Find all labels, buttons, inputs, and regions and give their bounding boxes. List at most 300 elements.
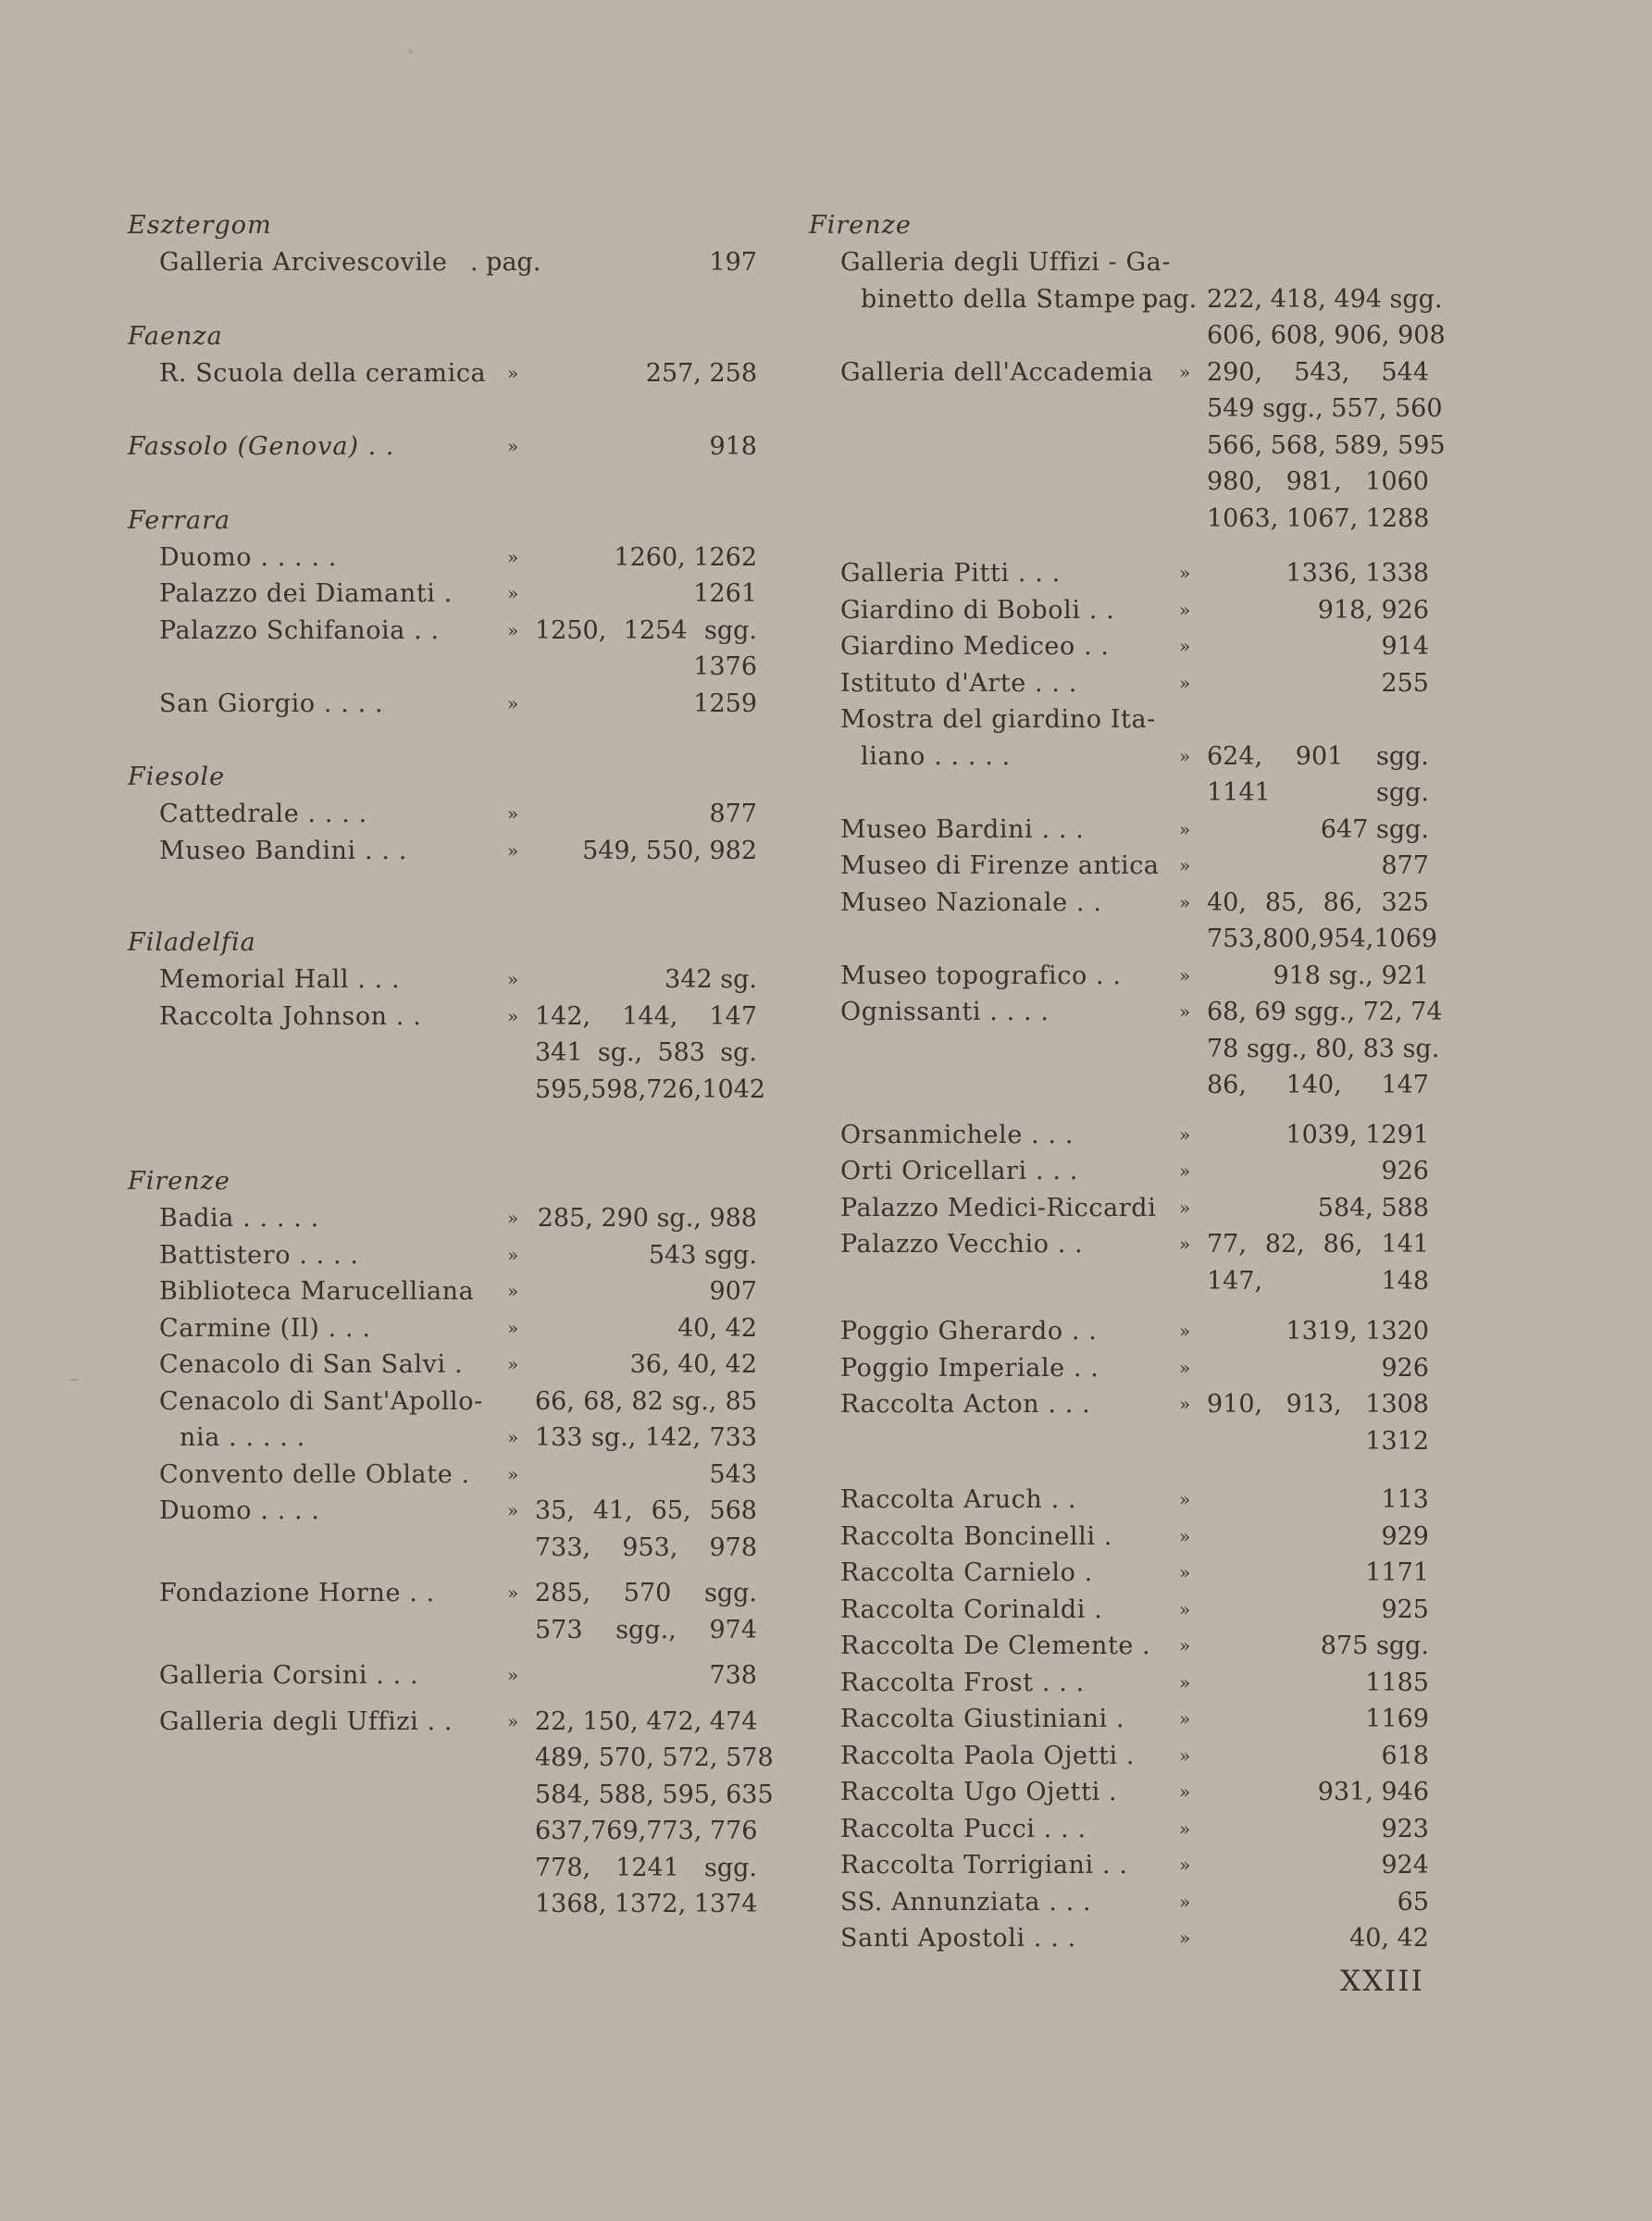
ditto-mark: » xyxy=(1179,890,1191,913)
page-refs xyxy=(1207,1665,1429,1702)
index-entry xyxy=(809,958,1429,995)
index-entry xyxy=(809,848,1429,885)
page-ref-line: 1250, 1254 sgg. xyxy=(535,615,757,645)
place-name: Museo Bandini . . . xyxy=(159,836,407,865)
page-ref-line: 647 sgg. xyxy=(1320,814,1429,844)
page-refs xyxy=(1207,1592,1429,1629)
ditto-mark: » xyxy=(507,1582,519,1604)
page-refs xyxy=(535,1575,757,1648)
index-entry xyxy=(128,1704,774,1923)
place-name: Raccolta De Clemente . xyxy=(840,1632,1151,1660)
index-entry xyxy=(809,1811,1429,1848)
ditto-mark: » xyxy=(1179,1781,1191,1803)
city-heading: Filadelfia xyxy=(128,928,256,957)
entry-spacer xyxy=(128,1566,757,1575)
ditto-mark: » xyxy=(1179,1597,1191,1620)
ditto-mark: » xyxy=(1179,854,1191,876)
page-ref-line: 549, 550, 982 xyxy=(582,836,757,865)
index-entry xyxy=(809,244,1446,354)
place-name: Giardino Mediceo . . xyxy=(840,632,1110,661)
page-ref-line xyxy=(1207,244,1429,281)
page-ref-line: 910, 913, 1308 xyxy=(1207,1390,1429,1419)
page-ref-line: 86, 140, 147 xyxy=(1207,1071,1429,1099)
index-entry xyxy=(809,1555,1429,1592)
page-refs xyxy=(1207,1555,1429,1592)
page-refs xyxy=(1207,1153,1429,1190)
page-ref-line: 285, 290 sg., 988 xyxy=(537,1204,757,1233)
index-entry xyxy=(809,1665,1429,1702)
page-refs xyxy=(535,1237,757,1274)
ditto-mark: » xyxy=(507,1353,519,1375)
ditto-mark: » xyxy=(507,435,519,457)
city-heading: Firenze xyxy=(128,1167,230,1196)
page-ref-line: 1171 xyxy=(1365,1558,1429,1587)
index-entry xyxy=(809,1628,1429,1665)
ditto-mark: » xyxy=(1179,1000,1191,1023)
page-refs xyxy=(535,613,757,686)
ditto-mark: » xyxy=(507,1499,519,1521)
ditto-mark: » xyxy=(1179,1123,1191,1146)
page-ref-line: 929 xyxy=(1381,1521,1429,1551)
city-heading: Firenze xyxy=(809,211,912,240)
page-ref-line: 35, 41, 65, 568 xyxy=(535,1496,757,1525)
place-name: Istituto d'Arte . . . xyxy=(840,668,1077,698)
page-ref-line: 290, 543, 544 xyxy=(1207,357,1429,387)
place-name-continued: nia . . . . . xyxy=(180,1423,305,1452)
page-ref-line: 489, 570, 572, 578 xyxy=(535,1743,774,1772)
index-entry xyxy=(809,555,1429,592)
page-refs xyxy=(1207,244,1446,354)
page-ref-line: 133 sg., 142, 733 xyxy=(535,1423,757,1452)
place-name: Battistero . . . . xyxy=(159,1240,359,1270)
index-entry xyxy=(809,1482,1429,1519)
page-ref-line: 918 sg., 921 xyxy=(1273,961,1429,990)
city-heading: Faenza xyxy=(128,321,223,351)
place-name: Palazzo Schifanoia . . xyxy=(159,615,440,645)
index-entry xyxy=(128,355,757,392)
page-refs xyxy=(535,540,757,577)
page-ref-line: 566, 568, 589, 595 xyxy=(1207,430,1446,460)
page-refs xyxy=(535,1657,757,1694)
page-ref-line: 342 sg. xyxy=(665,965,757,994)
page-refs xyxy=(1207,701,1429,812)
page-ref-line: 78 sgg., 80, 83 sg. xyxy=(1207,1034,1440,1063)
index-entry xyxy=(809,1884,1429,1921)
ditto-mark: » xyxy=(1179,1393,1191,1415)
page-ref-line: 1312 xyxy=(1365,1426,1429,1456)
page-ref-line: 931, 946 xyxy=(1317,1778,1429,1806)
ditto-mark: » xyxy=(1179,744,1191,767)
page-ref-line: 1261 xyxy=(693,579,757,608)
group-spacer xyxy=(128,281,757,318)
index-entry xyxy=(809,1847,1429,1884)
page-ref-line: 907 xyxy=(709,1277,757,1306)
place-name: Badia . . . . . xyxy=(159,1204,319,1233)
ditto-mark: » xyxy=(507,1316,519,1339)
page-ref-line: 255 xyxy=(1381,668,1429,698)
place-name: Galleria Corsini . . . xyxy=(159,1661,419,1690)
page-ref-line: 40, 42 xyxy=(677,1313,757,1343)
ditto-mark: » xyxy=(1179,1634,1191,1656)
page-ref-line: 926 xyxy=(1381,1353,1429,1383)
index-entry xyxy=(809,1920,1429,1957)
ditto-mark: » xyxy=(507,1280,519,1302)
index-entry xyxy=(809,1350,1429,1387)
ditto-mark: » xyxy=(507,1426,519,1448)
page-refs xyxy=(1207,1350,1429,1387)
entry-spacer xyxy=(809,1299,1429,1313)
page-refs xyxy=(1207,1847,1429,1884)
page-refs xyxy=(535,1200,757,1237)
ditto-mark: » xyxy=(1179,562,1191,584)
page-ref-line: 113 xyxy=(1381,1485,1429,1514)
index-entry xyxy=(128,1575,757,1648)
page-ref-line: 1376 xyxy=(693,652,757,681)
place-name: Raccolta Acton . . . xyxy=(840,1390,1091,1419)
page-ref-line: 875 sgg. xyxy=(1320,1632,1429,1660)
page-ref-line: 68, 69 sgg., 72, 74 xyxy=(1207,998,1443,1026)
left-column xyxy=(128,207,774,1923)
page-ref-line: 40, 42 xyxy=(1349,1924,1429,1953)
place-name: Biblioteca Marucelliana xyxy=(159,1277,475,1306)
group-spacer xyxy=(128,1108,757,1163)
page-ref-line: 147, 148 xyxy=(1207,1266,1429,1296)
ditto-mark: » xyxy=(1179,671,1191,694)
entry-spacer xyxy=(128,1648,757,1657)
index-entry xyxy=(128,244,757,281)
page-ref-line: 926 xyxy=(1381,1157,1429,1185)
ditto-mark: » xyxy=(507,1207,519,1229)
page-refs xyxy=(535,1346,757,1383)
index-entry xyxy=(809,1153,1429,1190)
page-ref-line: 1185 xyxy=(1365,1668,1429,1697)
page-ref-line: 584, 588 xyxy=(1317,1193,1429,1222)
place-name: Orsanmichele . . . xyxy=(840,1120,1074,1149)
page-refs xyxy=(535,1493,757,1566)
group-spacer xyxy=(128,869,757,924)
page-ref-line: 918, 926 xyxy=(1317,595,1429,625)
page-ref-line: 197 xyxy=(709,248,757,277)
index-entry xyxy=(809,592,1429,629)
place-name: Raccolta Boncinelli . xyxy=(840,1521,1112,1551)
ditto-mark: » xyxy=(1179,1890,1191,1913)
ditto-mark: » xyxy=(1179,817,1191,840)
page-refs xyxy=(1207,354,1446,538)
place-name: San Giorgio . . . . xyxy=(159,689,384,718)
ditto-mark: » xyxy=(1179,1817,1191,1840)
page-refs xyxy=(1207,665,1429,702)
page-ref-line: 22, 150, 472, 474 xyxy=(535,1706,758,1736)
city-heading: Fiesole xyxy=(128,763,226,791)
ditto-mark: » xyxy=(1179,1707,1191,1730)
index-entry xyxy=(128,1346,757,1383)
page-ref-line: 1319, 1320 xyxy=(1286,1317,1429,1346)
index-entry xyxy=(809,1738,1429,1775)
page-refs xyxy=(1207,885,1438,958)
city-heading: Esztergom xyxy=(128,211,272,240)
page-refs xyxy=(1207,1774,1429,1811)
index-entry xyxy=(128,428,757,465)
place-name: Palazzo Vecchio . . xyxy=(840,1230,1084,1259)
page-ref-line: 923 xyxy=(1381,1814,1429,1843)
page-ref-line: 341 sg., 583 sg. xyxy=(535,1038,757,1067)
index-entry xyxy=(128,576,757,613)
page-refs xyxy=(535,428,757,465)
page-ref-line: 36, 40, 42 xyxy=(629,1350,757,1379)
ditto-mark: » xyxy=(1179,1488,1191,1510)
index-entry xyxy=(128,1310,757,1347)
page-refs xyxy=(535,244,757,281)
ditto-mark: » xyxy=(1179,1743,1191,1767)
page-ref-line: 543 sgg. xyxy=(648,1240,757,1270)
page-refs xyxy=(1207,994,1443,1104)
page-refs xyxy=(1207,1519,1429,1556)
entry-spacer xyxy=(809,1104,1429,1117)
page-refs xyxy=(535,833,757,870)
ditto-mark: » xyxy=(1179,1670,1191,1694)
page-ref-line: 1169 xyxy=(1365,1705,1429,1733)
page-ref-line: 980, 981, 1060 xyxy=(1207,467,1429,496)
place-name: Convento delle Oblate . xyxy=(159,1459,470,1489)
page-refs xyxy=(535,1704,774,1923)
paper-speck xyxy=(408,49,413,54)
index-entry xyxy=(809,1519,1429,1556)
page-refs xyxy=(535,962,757,999)
ditto-mark: » xyxy=(1179,598,1191,621)
ditto-mark: » xyxy=(1179,1160,1191,1182)
ditto-mark: » xyxy=(507,968,519,990)
index-entry xyxy=(809,1226,1429,1299)
ditto-mark: » xyxy=(1179,1561,1191,1583)
page-ref-line: 222, 418, 494 sgg. xyxy=(1207,284,1443,314)
page-ref-line: 573 sgg., 974 xyxy=(535,1615,757,1644)
place-name: Cenacolo di Sant'Apollo- xyxy=(159,1386,483,1416)
page-refs xyxy=(1207,1628,1429,1665)
index-entry xyxy=(128,540,757,577)
index-entry xyxy=(809,1592,1429,1629)
index-entry xyxy=(809,354,1446,538)
page-ref-line: 877 xyxy=(1381,851,1429,880)
page-ref-line: 549 sgg., 557, 560 xyxy=(1207,394,1443,423)
place-name: Raccolta Carnielo . xyxy=(840,1558,1093,1587)
page-refs xyxy=(535,796,757,833)
page-refs xyxy=(1207,1190,1429,1227)
page-refs xyxy=(535,1310,757,1347)
place-name: Galleria Arcivescovile xyxy=(159,248,448,277)
index-entry xyxy=(809,1774,1429,1811)
place-name: Raccolta Giustiniani . xyxy=(840,1705,1125,1733)
page-ref-line: 925 xyxy=(1381,1594,1429,1624)
page-refs xyxy=(1207,1701,1429,1738)
ditto-mark: » xyxy=(507,1004,519,1027)
index-entry xyxy=(128,1273,757,1310)
page-ref-line: 595,598,726,1042 xyxy=(535,1074,766,1104)
page-ref-line: 584, 588, 595, 635 xyxy=(535,1780,774,1809)
place-name: Galleria Pitti . . . xyxy=(840,559,1061,588)
ditto-mark: » xyxy=(507,838,519,862)
page-refs xyxy=(535,999,766,1109)
place-name: Duomo . . . . . xyxy=(159,542,337,572)
index-entry xyxy=(128,1237,757,1274)
page-ref-line: 738 xyxy=(709,1661,757,1690)
index-entry xyxy=(809,1117,1429,1154)
group-spacer xyxy=(128,465,757,503)
place-name: Ognissanti . . . . xyxy=(840,998,1050,1026)
place-name: Raccolta Torrigiani . . xyxy=(840,1851,1128,1880)
place-name: Museo Bardini . . . xyxy=(840,814,1085,844)
place-name: Museo Nazionale . . xyxy=(840,887,1102,917)
page-refs xyxy=(535,576,757,613)
page-ref-line: 1259 xyxy=(693,689,757,718)
ditto-mark: » xyxy=(1179,1196,1191,1219)
page-refs xyxy=(535,355,757,392)
ditto-mark: » xyxy=(1179,1524,1191,1547)
page-refs xyxy=(1207,592,1429,629)
place-name: Museo di Firenze antica xyxy=(840,851,1160,880)
index-entry xyxy=(128,796,757,833)
place-name-continued: binetto della Stampe . xyxy=(861,284,1153,314)
page-ref-line: 918 xyxy=(709,432,757,461)
page-refs xyxy=(1207,1386,1429,1459)
page-ref-line: 778, 1241 sgg. xyxy=(535,1853,757,1882)
page-ref-line: 1336, 1338 xyxy=(1286,559,1429,588)
place-name-continued: liano . . . . . xyxy=(861,741,1011,771)
entry-spacer xyxy=(809,1459,1429,1482)
index-entry xyxy=(809,885,1438,958)
place-name: Duomo . . . . xyxy=(159,1496,320,1525)
page-ref-line: 65 xyxy=(1397,1887,1429,1917)
index-entry xyxy=(809,665,1429,702)
index-entry xyxy=(809,994,1443,1104)
page-ref-line: 618 xyxy=(1381,1741,1429,1770)
ditto-mark: » xyxy=(1179,1927,1191,1949)
ditto-mark: » xyxy=(1179,963,1191,986)
page-ref-line: 914 xyxy=(1381,632,1429,661)
city-heading: Ferrara xyxy=(128,505,231,535)
place-name: Memorial Hall . . . xyxy=(159,965,401,994)
ditto-mark: » xyxy=(1179,360,1191,383)
page-refs xyxy=(535,1457,757,1494)
page-refs xyxy=(1207,555,1429,592)
page-refs xyxy=(535,1273,757,1310)
page-ref-line: 924 xyxy=(1381,1851,1429,1880)
page-ref-line: 257, 258 xyxy=(645,358,757,388)
place-name: Raccolta Paola Ojetti . xyxy=(840,1741,1136,1770)
page-ref-line: 1141 sgg. xyxy=(1207,778,1429,807)
page-refs xyxy=(535,1383,757,1457)
ditto-mark: » xyxy=(507,361,519,384)
place-name: Raccolta Johnson . . xyxy=(159,1001,422,1031)
ditto-mark: » xyxy=(507,545,519,568)
index-entry xyxy=(128,999,766,1109)
place-name: Raccolta Corinaldi . xyxy=(840,1594,1103,1624)
place-name: Poggio Imperiale . . xyxy=(840,1353,1099,1383)
page-ref-line: 753,800,954,1069 xyxy=(1207,924,1438,953)
index-entry xyxy=(809,701,1429,812)
page-refs xyxy=(1207,848,1429,885)
page-refs xyxy=(1207,958,1429,995)
place-name: Museo topografico . . xyxy=(840,961,1122,990)
place-name: SS. Annunziata . . . xyxy=(840,1887,1092,1917)
index-entry xyxy=(128,1383,757,1457)
ditto-mark: » xyxy=(507,802,519,825)
index-entry xyxy=(128,1657,757,1694)
ditto-mark: » xyxy=(1179,1233,1191,1255)
index-entry xyxy=(809,1386,1429,1459)
page-refs xyxy=(1207,1920,1429,1957)
page-refs xyxy=(1207,628,1429,665)
page-ref-line: 66, 68, 82 sg., 85 xyxy=(535,1386,757,1416)
place-name: Raccolta Aruch . . xyxy=(840,1485,1077,1514)
index-entry xyxy=(809,1701,1429,1738)
place-name: Cenacolo di San Salvi . xyxy=(159,1350,464,1379)
index-entry xyxy=(809,812,1429,849)
place-name: R. Scuola della ceramica xyxy=(159,358,487,388)
index-entry xyxy=(128,1493,757,1566)
group-spacer xyxy=(128,391,757,428)
index-entry xyxy=(128,1200,757,1237)
page-refs xyxy=(1207,1811,1429,1848)
place-name: Giardino di Boboli . . xyxy=(840,595,1115,625)
ditto-mark: » xyxy=(507,691,519,714)
page-refs xyxy=(1207,1482,1429,1519)
ditto-mark: » xyxy=(507,1462,519,1485)
page-number: XXIII xyxy=(1340,1965,1424,1998)
page-refs xyxy=(1207,812,1429,849)
page-ref-line: 1260, 1262 xyxy=(614,542,757,572)
place-name: Poggio Gherardo . . xyxy=(840,1317,1098,1346)
page-refs xyxy=(1207,1884,1429,1921)
index-entry xyxy=(809,628,1429,665)
ditto-mark: » xyxy=(1179,1854,1191,1876)
page-ref-line: 1368, 1372, 1374 xyxy=(535,1890,758,1918)
place-name: Galleria dell'Accademia xyxy=(840,357,1154,387)
place-name: Galleria degli Uffizi . . xyxy=(159,1706,453,1736)
page-ref-line: 285, 570 sgg. xyxy=(535,1579,757,1607)
city-heading: Fassolo (Genova) . . xyxy=(128,432,395,461)
place-name: Carmine (Il) . . . xyxy=(159,1313,371,1343)
place-name: Palazzo dei Diamanti . xyxy=(159,579,453,608)
margin-mark xyxy=(69,1379,78,1381)
index-entry xyxy=(128,613,757,686)
right-column xyxy=(809,207,1446,1957)
ditto-mark: » xyxy=(1179,635,1191,657)
page-ref-line: 606, 608, 906, 908 xyxy=(1207,321,1446,350)
ditto-mark: » xyxy=(507,1709,519,1732)
entry-spacer xyxy=(128,1694,757,1704)
place-name: Mostra del giardino Ita- xyxy=(840,705,1156,734)
place-name: Palazzo Medici-Riccardi xyxy=(840,1193,1157,1222)
ditto-mark: » xyxy=(507,582,519,604)
group-spacer xyxy=(128,722,757,759)
place-name: Galleria degli Uffizi - Ga- xyxy=(840,248,1172,277)
page-refs xyxy=(535,686,757,723)
entry-spacer xyxy=(809,537,1429,555)
place-name: Raccolta Ugo Ojetti . xyxy=(840,1778,1118,1806)
page-ref-line: 877 xyxy=(709,800,757,828)
page-ref-line: 733, 953, 978 xyxy=(535,1532,757,1562)
page-refs xyxy=(1207,1738,1429,1775)
place-name: Santi Apostoli . . . xyxy=(840,1924,1076,1953)
page-refs xyxy=(1207,1117,1429,1154)
page-ref-line: 543 xyxy=(709,1459,757,1489)
page-ref-line: 1039, 1291 xyxy=(1286,1120,1429,1149)
page-refs xyxy=(1207,1226,1429,1299)
ditto-mark: » xyxy=(507,1664,519,1686)
page-ref-line: 624, 901 sgg. xyxy=(1207,741,1429,771)
place-name: Raccolta Pucci . . . xyxy=(840,1814,1087,1843)
index-entry xyxy=(128,1457,757,1494)
